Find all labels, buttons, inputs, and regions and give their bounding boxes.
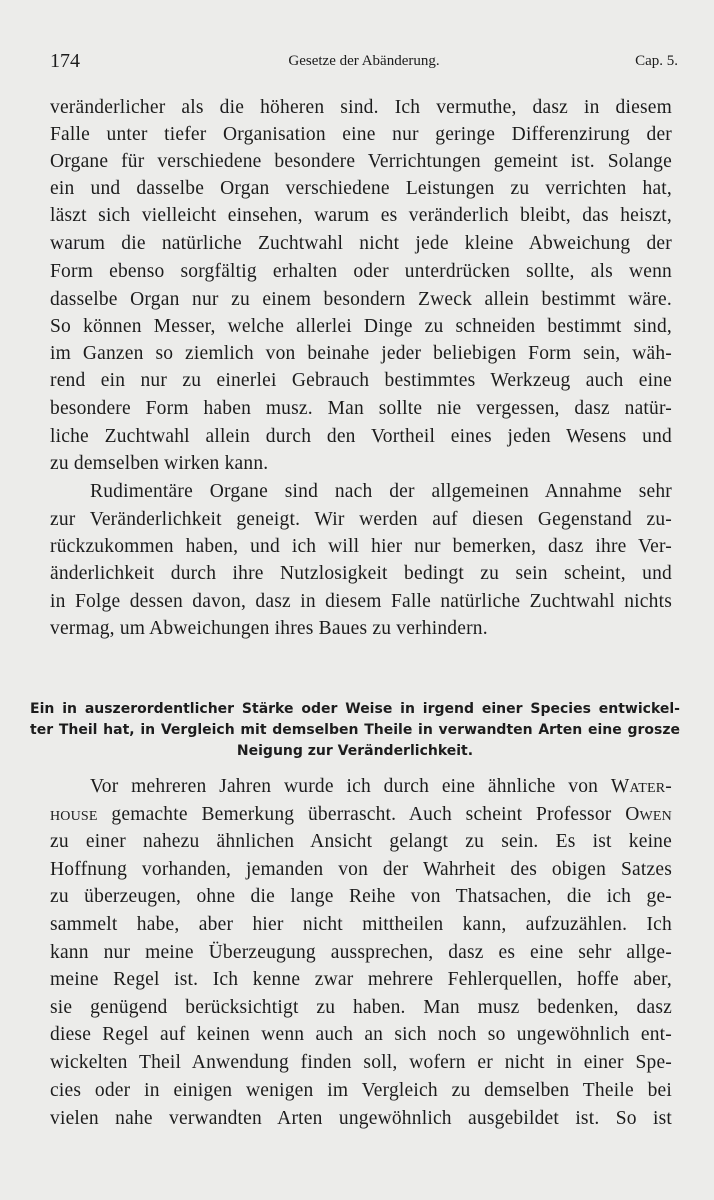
text-line: zu überzeugen, ohne die lange Reihe von Thatsachen, die ich ge- xyxy=(50,886,672,907)
heading-line: ter Theil hat, in Vergleich mit demselben Theile in verwandten Arten eine grosze xyxy=(30,722,680,738)
chapter-label: Cap. 5. xyxy=(635,53,678,69)
text-line: vielen nahe verwandten Arten ungewöhnlich ausgebildet ist. So ist xyxy=(50,1108,672,1129)
text-line: vermag, um Abweichungen ihres Baues zu verhindern. xyxy=(50,618,488,639)
author-name: Owen xyxy=(625,804,672,825)
text-line: sie genügend berücksichtigt zu haben. Man musz bedenken, dasz xyxy=(50,997,672,1018)
text-line: rückzukommen haben, und ich will hier nur bemerken, dasz ihre Ver- xyxy=(50,536,672,557)
page-number: 174 xyxy=(50,50,80,72)
text-line: zu einer nahezu ähnlichen Ansicht gelangt zu sein. Es ist keine xyxy=(50,831,672,852)
text-line: Organe für verschiedene besondere Verrichtungen gemeint ist. Solange xyxy=(50,151,672,172)
text-line: Hoffnung vorhanden, jemanden von der Wahrheit des obigen Satzes xyxy=(50,859,672,880)
text-line: liche Zuchtwahl allein durch den Vortheil eines jeden Wesens und xyxy=(50,426,672,447)
heading-line: Ein in auszerordentlicher Stärke oder Weise in irgend einer Species entwickel- xyxy=(30,701,680,717)
text-line: warum die natürliche Zuchtwahl nicht jede kleine Abweichung der xyxy=(50,233,672,254)
page-header xyxy=(50,50,678,78)
text-line: zur Veränderlichkeit geneigt. Wir werden auf diesen Gegenstand zu- xyxy=(50,509,672,530)
text-line xyxy=(90,773,672,800)
text-line: besondere Form haben musz. Man sollte nie vergessen, dasz natür- xyxy=(50,398,672,419)
text-line: kann nur meine Überzeugung aussprechen, dasz es eine sehr allge- xyxy=(50,942,672,963)
heading-line: Neigung zur Veränderlichkeit. xyxy=(236,743,474,759)
text-line: sammelt habe, aber hier nicht mittheilen kann, aufzuzählen. Ich xyxy=(50,914,672,935)
running-title: Gesetze der Abänderung. xyxy=(288,53,440,69)
text-line: cies oder in einigen wenigen im Vergleich zu demselben Theile bei xyxy=(50,1080,672,1101)
text-line: im Ganzen so ziemlich von beinahe jeder beliebigen Form sein, wäh- xyxy=(50,343,672,364)
text-line: änderlichkeit durch ihre Nutzlosigkeit bedingt zu sein scheint, und xyxy=(50,563,672,584)
text-line: läszt sich vielleicht einsehen, warum es veränderlich bleibt, das heiszt, xyxy=(50,205,672,226)
text-line: wickelten Theil Anwendung finden soll, wofern er nicht in einer Spe- xyxy=(50,1052,672,1073)
text-line xyxy=(50,801,672,828)
text-line: Falle unter tiefer Organisation eine nur geringe Differenzirung der xyxy=(50,124,672,145)
text-span: Vor mehreren Jahren wurde ich durch eine ähnliche von xyxy=(90,776,599,797)
text-span: gemachte Bemerkung überrascht. Auch scheint Professor xyxy=(111,804,612,825)
author-name: Water- xyxy=(610,776,673,797)
text-line: So können Messer, welche allerlei Dinge zu schneiden bestimmt sind, xyxy=(50,316,672,337)
text-line: diese Regel auf keinen wenn auch an sich noch so ungewöhnlich ent- xyxy=(50,1024,672,1045)
author-name: house xyxy=(50,804,98,825)
text-line: meine Regel ist. Ich kenne zwar mehrere Fehlerquellen, hoffe aber, xyxy=(50,969,672,990)
text-line: dasselbe Organ nur zu einem besondern Zweck allein bestimmt wäre. xyxy=(50,289,672,310)
text-line: in Folge dessen davon, dasz in diesem Falle natürliche Zuchtwahl nichts xyxy=(50,591,672,612)
text-line: veränderlicher als die höheren sind. Ich vermuthe, dasz in diesem xyxy=(50,97,672,118)
text-line: zu demselben wirken kann. xyxy=(50,453,269,474)
text-line: ein und dasselbe Organ verschiedene Leistungen zu verrichten hat, xyxy=(50,178,672,199)
text-line: Rudimentäre Organe sind nach der allgemeinen Annahme sehr xyxy=(90,481,672,502)
text-line: Form ebenso sorgfältig erhalten oder unterdrücken sollte, als wenn xyxy=(50,261,672,282)
text-line: rend ein nur zu einerlei Gebrauch bestimmtes Werkzeug auch eine xyxy=(50,370,672,391)
